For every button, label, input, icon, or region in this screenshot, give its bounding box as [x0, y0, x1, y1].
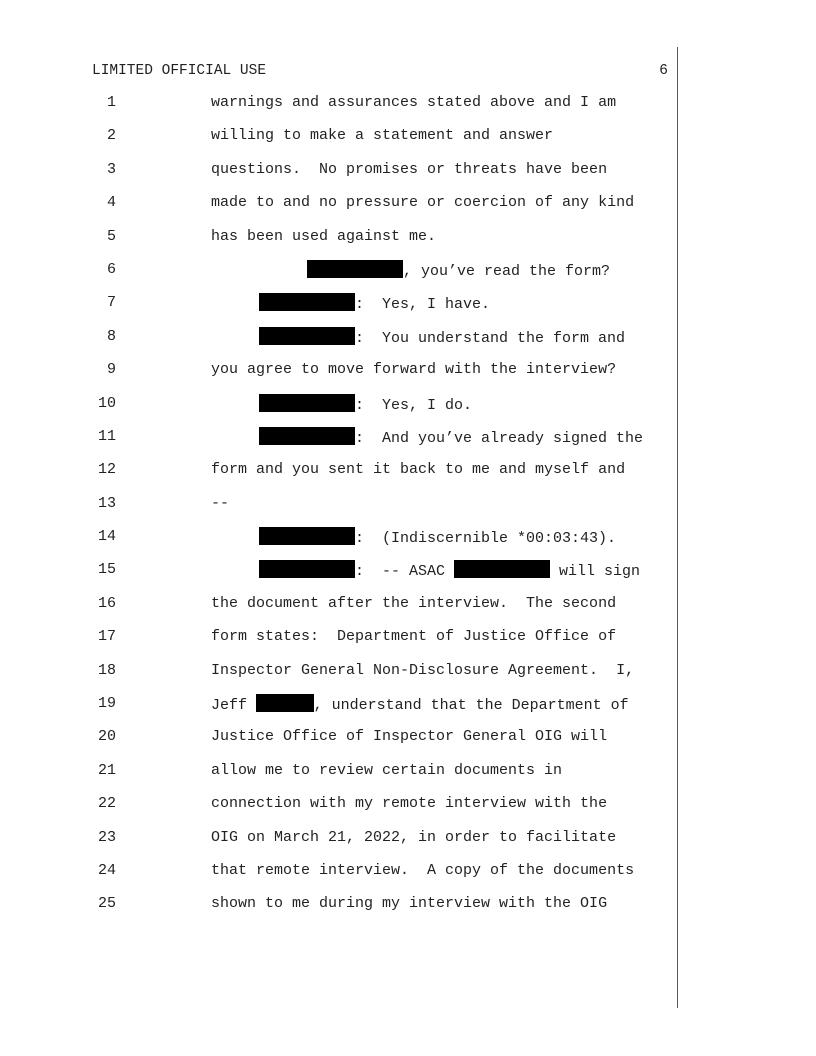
line-text [307, 260, 610, 282]
line-number: 4 [106, 194, 116, 212]
text-segment: form and you sent it back to me and myself and [211, 461, 626, 479]
redaction-box [259, 394, 355, 412]
text-segment: : -- ASAC [355, 563, 455, 581]
text-segment: form states: Department of Justice Office of [211, 628, 617, 646]
line-text [259, 327, 625, 349]
text-segment: Justice Office of Inspector General OIG will [211, 728, 608, 746]
transcript-line [0, 126, 816, 159]
page-number: 6 [659, 63, 668, 79]
transcript-line [0, 894, 816, 927]
line-text [259, 293, 490, 315]
transcript-line [0, 193, 816, 226]
line-text [211, 460, 625, 480]
text-segment: warnings and assurances stated above and I am [211, 94, 617, 111]
line-text [259, 427, 643, 449]
transcript-line [0, 293, 816, 326]
line-number: 16 [97, 594, 116, 612]
transcript-line [0, 227, 816, 260]
line-text [211, 160, 607, 180]
classification-marking: LIMITED OFFICIAL USE [92, 63, 267, 79]
line-text [259, 394, 472, 416]
redaction-box [259, 527, 355, 545]
transcript-line [0, 93, 816, 126]
line-number: 1 [106, 94, 116, 111]
redaction-box [259, 427, 355, 445]
line-number: 8 [106, 327, 116, 345]
text-segment: the document after the interview. The second [211, 594, 617, 612]
transcript-line [0, 627, 816, 660]
transcript-line [0, 360, 816, 393]
text-segment: questions. No promises or threats have been [211, 160, 608, 178]
transcript-line [0, 761, 816, 794]
line-text [211, 661, 634, 681]
text-segment: -- [211, 494, 230, 512]
line-number: 6 [106, 260, 116, 278]
text-segment: : Yes, I do. [355, 396, 473, 414]
transcript-line [0, 460, 816, 493]
transcript-line [0, 861, 816, 894]
line-text [211, 794, 607, 814]
line-number: 2 [106, 127, 116, 145]
text-segment: , you’ve read the form? [403, 262, 611, 280]
text-segment: Inspector General Non-Disclosure Agreement. I, [211, 661, 635, 679]
line-number: 15 [97, 561, 116, 579]
line-text [211, 627, 616, 647]
text-segment: , understand that the Department of [313, 697, 629, 715]
transcript-line [0, 594, 816, 627]
line-text [211, 594, 616, 614]
line-number: 22 [97, 795, 116, 813]
transcript-line [0, 560, 816, 593]
line-text [211, 761, 562, 781]
transcript-line [0, 327, 816, 360]
transcript-line [0, 394, 816, 427]
line-text [211, 93, 616, 113]
line-text [211, 227, 436, 247]
redaction-box [259, 327, 355, 345]
transcript-line [0, 794, 816, 827]
text-segment: will sign [550, 563, 641, 581]
line-text [259, 527, 616, 549]
transcript-line [0, 160, 816, 193]
transcript-line [0, 828, 816, 861]
line-number: 25 [97, 895, 116, 913]
line-number: 13 [97, 494, 116, 512]
text-segment: has been used against me. [211, 227, 437, 245]
line-number: 10 [97, 394, 116, 412]
text-segment: allow me to review certain documents in [211, 761, 563, 779]
text-segment: connection with my remote interview with the [211, 795, 608, 813]
line-text [211, 126, 553, 146]
text-segment: : (Indiscernible *00:03:43). [355, 530, 617, 548]
text-segment: that remote interview. A copy of the documents [211, 861, 635, 879]
line-number: 5 [106, 227, 116, 245]
line-number: 18 [97, 661, 116, 679]
redaction-box [259, 293, 355, 311]
line-text [211, 727, 607, 747]
line-text [211, 193, 634, 213]
line-text [211, 360, 616, 380]
text-segment: OIG on March 21, 2022, in order to facilitate [211, 828, 617, 846]
redaction-box [259, 560, 355, 578]
line-text [211, 861, 634, 881]
text-segment: made to and no pressure or coercion of any kind [211, 194, 635, 212]
line-number: 7 [106, 294, 116, 312]
line-number: 11 [97, 427, 116, 445]
line-number: 12 [97, 461, 116, 479]
transcript-body [0, 93, 816, 928]
text-segment: : You understand the form and [355, 329, 626, 347]
transcript-line [0, 427, 816, 460]
transcript-line [0, 694, 816, 727]
page-header [92, 61, 668, 81]
text-segment: willing to make a statement and answer [211, 127, 554, 145]
line-number: 3 [106, 160, 116, 178]
line-number: 21 [97, 761, 116, 779]
line-number: 9 [106, 361, 116, 379]
text-segment: : And you’ve already signed the [355, 429, 644, 447]
transcript-line [0, 260, 816, 293]
text-segment: Jeff [211, 697, 257, 715]
line-text [211, 694, 629, 716]
line-number: 20 [97, 728, 116, 746]
line-text [211, 894, 607, 914]
redaction-box [307, 260, 403, 278]
line-number: 24 [97, 861, 116, 879]
line-text [211, 828, 616, 848]
redaction-box [256, 694, 314, 712]
line-number: 23 [97, 828, 116, 846]
transcript-line [0, 661, 816, 694]
line-number: 17 [97, 628, 116, 646]
line-number: 14 [97, 528, 116, 546]
line-number: 19 [97, 695, 116, 713]
text-segment: : Yes, I have. [355, 296, 491, 314]
transcript-line [0, 527, 816, 560]
redaction-box [454, 560, 550, 578]
transcript-line [0, 727, 816, 760]
line-text [259, 560, 640, 582]
text-segment: shown to me during my interview with the OIG [211, 895, 608, 913]
transcript-line [0, 494, 816, 527]
line-text [211, 494, 229, 514]
text-segment: you agree to move forward with the interview? [211, 361, 617, 379]
